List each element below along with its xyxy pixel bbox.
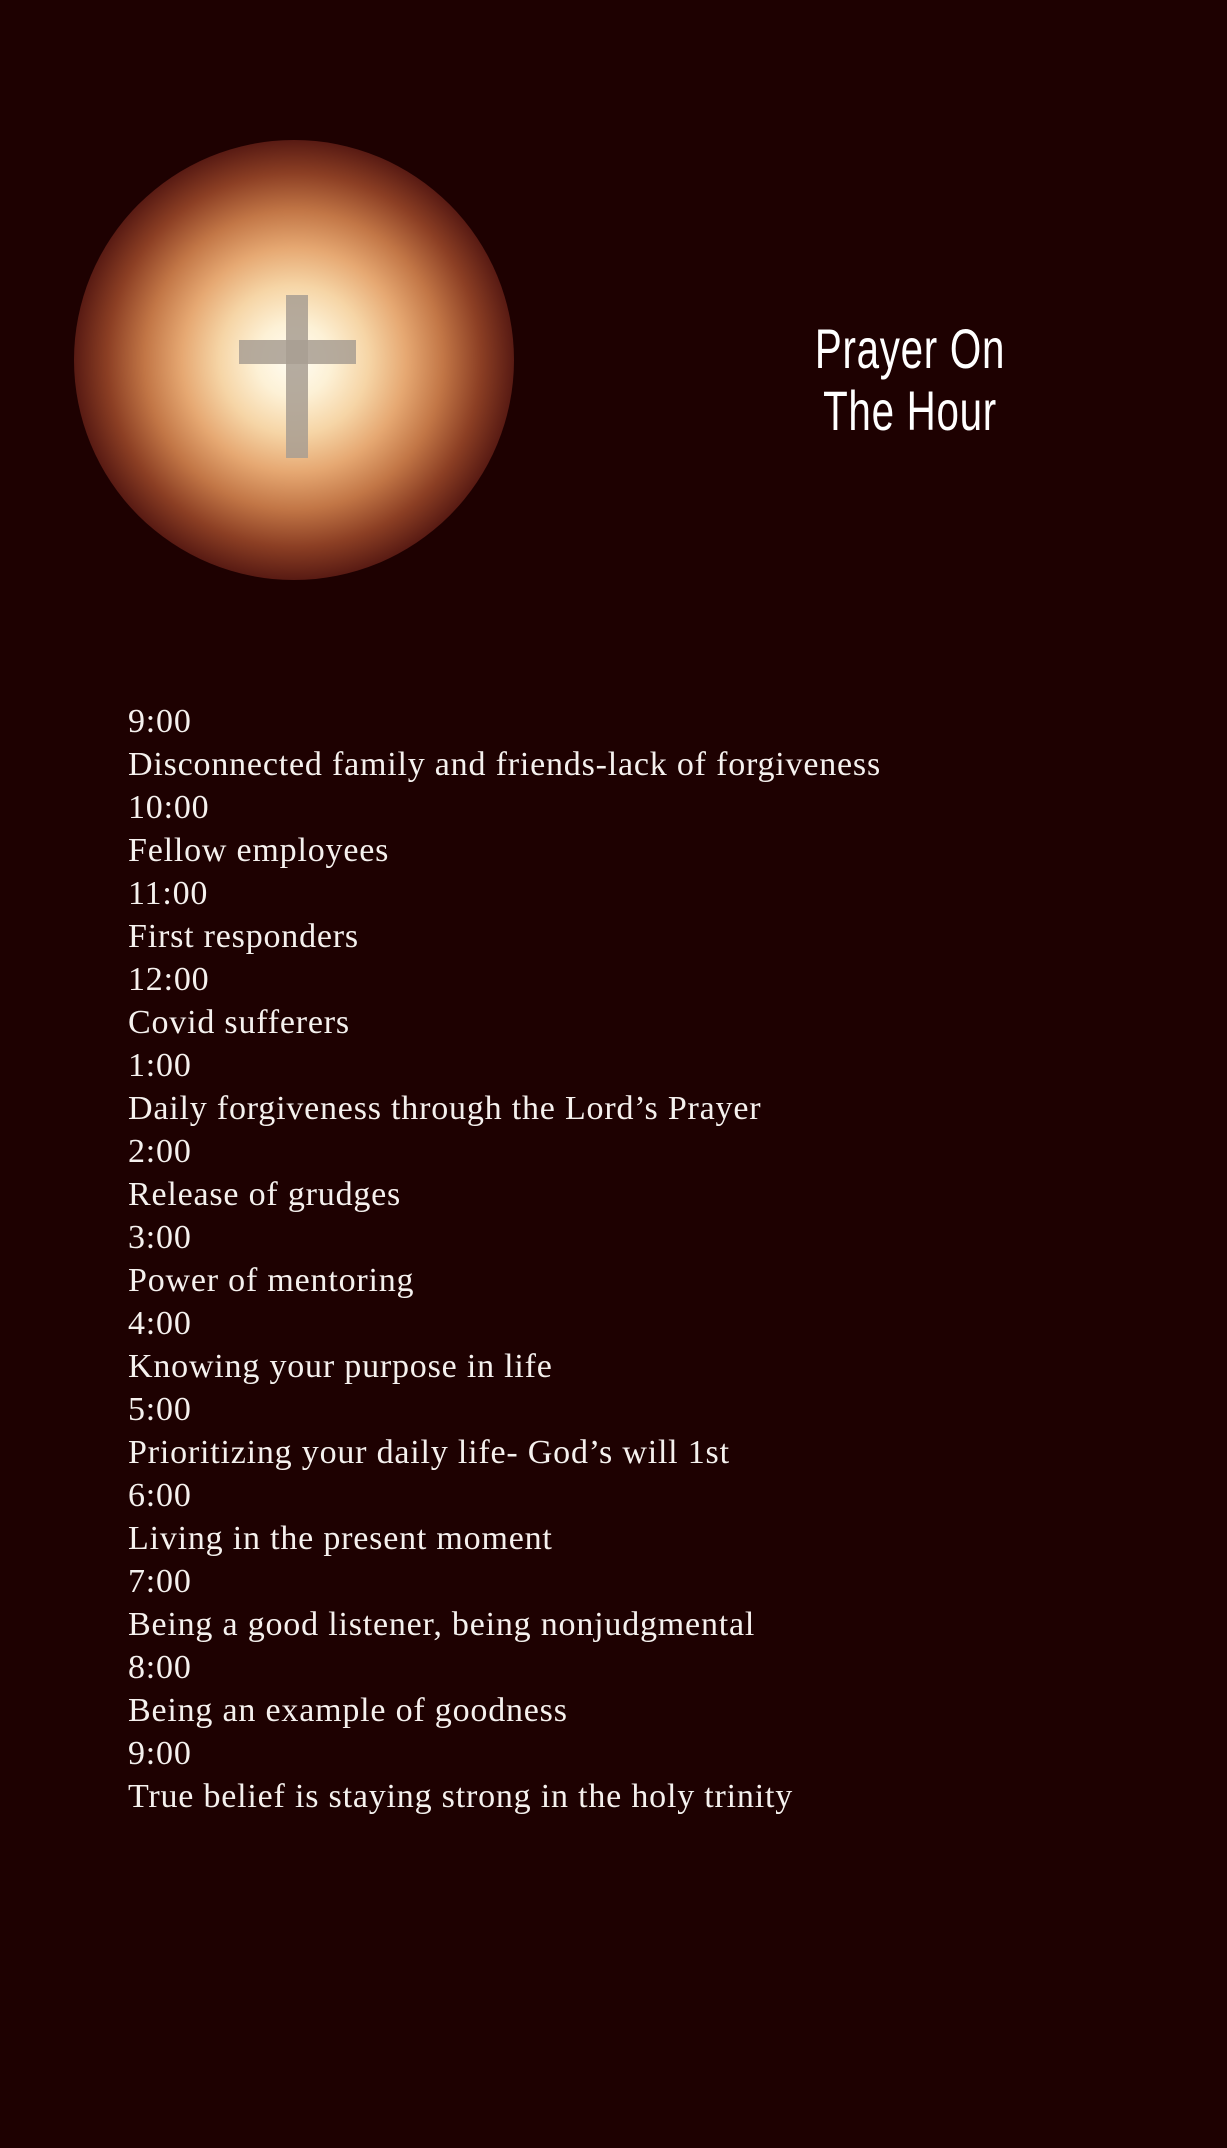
schedule-time: 9:00 — [128, 703, 192, 740]
schedule-intention: Release of grudges — [128, 1176, 402, 1213]
schedule-intention: Disconnected family and friends-lack of forgiveness — [128, 746, 881, 783]
schedule-intention: Covid sufferers — [128, 1004, 350, 1041]
schedule-time: 2:00 — [128, 1133, 192, 1170]
schedule-time: 12:00 — [128, 961, 210, 998]
title-line-2: The Hour — [823, 379, 997, 442]
page-title — [802, 318, 1018, 442]
cross-horizontal-bar — [239, 340, 356, 364]
schedule-time: 5:00 — [128, 1391, 192, 1428]
schedule-intention: Prioritizing your daily life- God’s will 1st — [128, 1434, 730, 1471]
schedule-time: 7:00 — [128, 1563, 192, 1600]
schedule-intention: First responders — [128, 918, 359, 955]
schedule-intention: Being a good listener, being nonjudgmental — [128, 1606, 756, 1643]
prayer-schedule — [128, 700, 881, 1818]
schedule-intention: True belief is staying strong in the holy trinity — [128, 1778, 794, 1815]
schedule-time: 9:00 — [128, 1735, 192, 1772]
schedule-intention: Daily forgiveness through the Lord’s Prayer — [128, 1090, 762, 1127]
schedule-intention: Knowing your purpose in life — [128, 1348, 553, 1385]
cross-icon — [74, 140, 514, 580]
schedule-intention: Being an example of goodness — [128, 1692, 568, 1729]
schedule-intention: Living in the present moment — [128, 1520, 553, 1557]
schedule-time: 1:00 — [128, 1047, 192, 1084]
schedule-intention: Power of mentoring — [128, 1262, 415, 1299]
schedule-intention: Fellow employees — [128, 832, 390, 869]
schedule-time: 10:00 — [128, 789, 210, 826]
schedule-time: 6:00 — [128, 1477, 192, 1514]
cross-vertical-bar — [286, 295, 308, 458]
schedule-time: 8:00 — [128, 1649, 192, 1686]
title-line-1: Prayer On — [814, 317, 1006, 380]
schedule-time: 3:00 — [128, 1219, 192, 1256]
schedule-time: 4:00 — [128, 1305, 192, 1342]
schedule-time: 11:00 — [128, 875, 209, 912]
